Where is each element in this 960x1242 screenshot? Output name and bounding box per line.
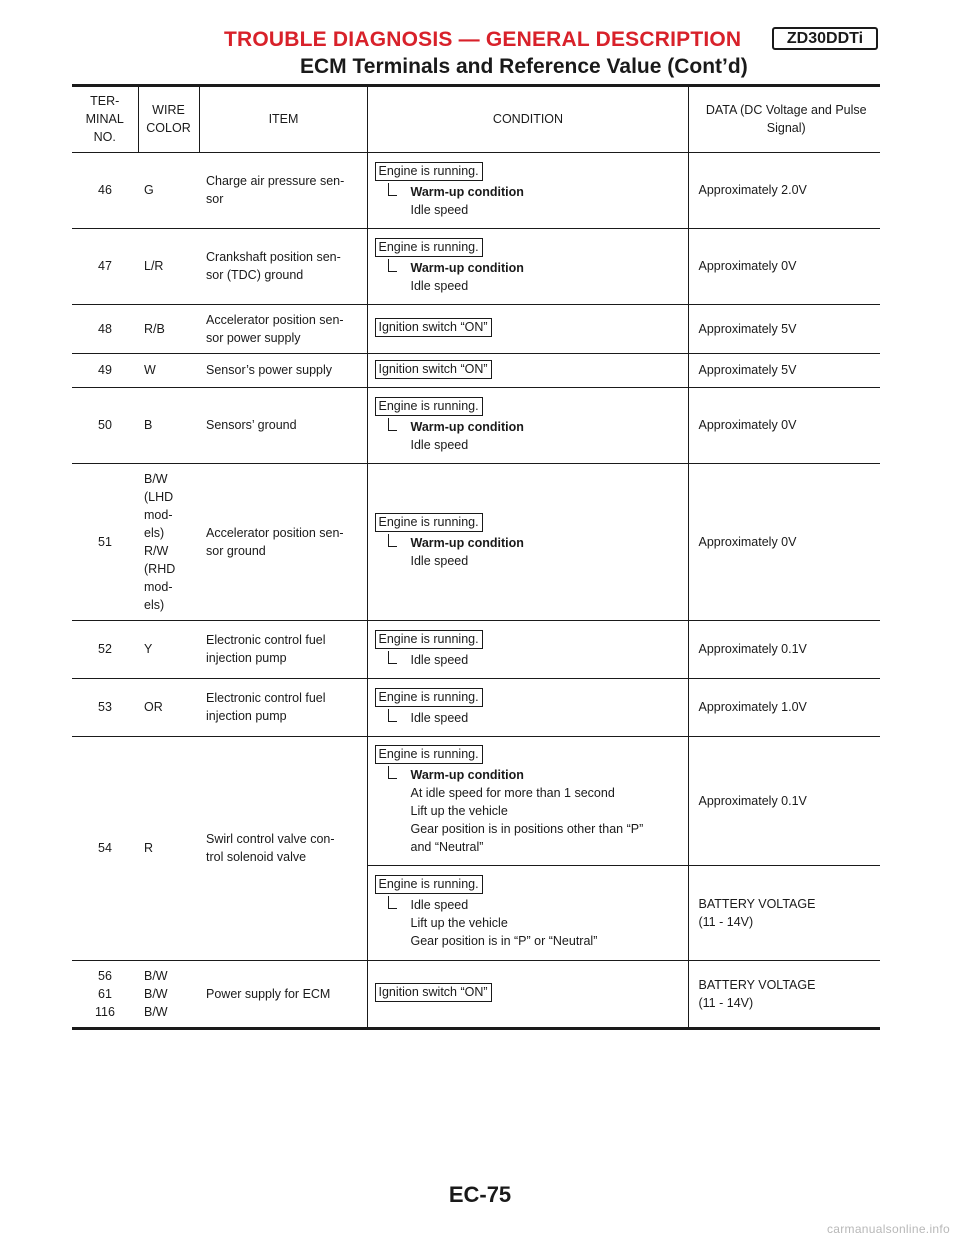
condition-cell [367,678,688,736]
item-desc: Accelerator position sen- sor power supply [199,304,367,353]
table-row [72,463,880,620]
terminal-no: 48 [72,304,138,353]
data-value: Approximately 2.0V [688,152,880,228]
condition-cell [367,620,688,678]
condition-detail [375,183,682,219]
section-title: TROUBLE DIAGNOSIS — GENERAL DESCRIPTION [224,28,742,51]
condition-detail [375,418,682,454]
table-row [72,228,880,304]
condition-box: Ignition switch “ON” [375,360,492,379]
page-subtitle: ECM Terminals and Reference Value (Cont’d) [300,55,748,78]
condition-bold: Warm-up condition [410,260,524,275]
table-row [72,353,880,387]
condition-bold: Warm-up condition [410,419,524,434]
condition-bold: Warm-up condition [410,536,524,550]
bracket-hook-icon [388,896,397,909]
condition-cell [367,228,688,304]
data-value: Approximately 0V [688,228,880,304]
wire-color: Y [138,620,199,678]
condition-detail [375,651,682,669]
condition-text: At idle speed for more than 1 second Lift up the vehicle Gear position is in positions other than “P” and “Neutral” [410,786,644,854]
data-value: Approximately 5V [688,353,880,387]
terminal-no: 51 [72,463,138,620]
condition-cell [367,304,688,353]
item-desc: Electronic control fuel injection pump [199,678,367,736]
watermark: carmanualsonline.info [826,1222,950,1236]
table-row [72,678,880,736]
condition-detail [375,896,682,950]
terminal-no: 54 [72,736,138,960]
terminal-no: 56 61 116 [72,960,138,1028]
item-desc: Swirl control valve con- trol solenoid valve [199,736,367,960]
wire-color: W [138,353,199,387]
terminal-no: 53 [72,678,138,736]
data-value: Approximately 0.1V [688,620,880,678]
header-data: DATA (DC Voltage and Pulse Signal) [688,87,880,152]
condition-detail [375,766,682,856]
data-value: BATTERY VOLTAGE (11 - 14V) [688,865,880,960]
condition-cell [367,353,688,387]
item-desc: Charge air pressure sen- sor [199,152,367,228]
condition-box: Engine is running. [375,513,483,532]
condition-box: Engine is running. [375,162,483,181]
terminal-no: 49 [72,353,138,387]
terminal-no: 50 [72,387,138,463]
bracket-hook-icon [388,259,397,272]
condition-bold: Warm-up condition [410,768,524,782]
page-number: EC-75 [448,1182,512,1207]
header-terminal-no: TER- MINAL NO. [72,87,138,152]
table-row [72,152,880,228]
terminal-no: 47 [72,228,138,304]
condition-detail [375,709,682,727]
condition-box: Engine is running. [375,630,483,649]
bracket-hook-icon [388,709,397,722]
header-condition: CONDITION [367,87,688,152]
condition-cell [367,736,688,865]
wire-color: B/W (LHD mod- els) R/W (RHD mod- els) [138,463,199,620]
condition-bold: Warm-up condition [410,184,524,199]
condition-text: Idle speed [410,278,469,293]
item-desc: Sensors’ ground [199,387,367,463]
bracket-hook-icon [388,183,397,196]
condition-text: Idle speed [410,554,469,568]
item-desc: Crankshaft position sen- sor (TDC) ground [199,228,367,304]
bracket-hook-icon [388,766,397,779]
terminal-no: 52 [72,620,138,678]
wire-color: R [138,736,199,960]
wire-color: B [138,387,199,463]
wire-color: OR [138,678,199,736]
condition-box: Engine is running. [375,875,483,894]
table-row [72,620,880,678]
table-row [72,736,880,865]
condition-cell [367,387,688,463]
condition-detail [375,259,682,295]
condition-text: Idle speed Lift up the vehicle Gear position is in “P” or “Neutral” [410,898,598,948]
condition-box: Engine is running. [375,397,483,416]
bracket-hook-icon [388,418,397,431]
header-item: ITEM [199,87,367,152]
bracket-hook-icon [388,534,397,547]
condition-text: Idle speed [410,437,469,452]
condition-cell [367,960,688,1028]
condition-box: Engine is running. [375,745,483,764]
item-desc: Accelerator position sen- sor ground [199,463,367,620]
data-value: Approximately 0V [688,387,880,463]
data-value: Approximately 5V [688,304,880,353]
bracket-hook-icon [388,651,397,664]
item-desc: Sensor’s power supply [199,353,367,387]
condition-box: Ignition switch “ON” [375,318,492,337]
table-row [72,387,880,463]
data-value: Approximately 0.1V [688,736,880,865]
condition-text: Idle speed [410,710,469,725]
item-desc: Electronic control fuel injection pump [199,620,367,678]
item-desc: Power supply for ECM [199,960,367,1028]
condition-detail [375,534,682,570]
table-header-row [72,87,880,152]
wire-color: R/B [138,304,199,353]
table-row [72,304,880,353]
table-row [72,960,880,1028]
data-value: BATTERY VOLTAGE (11 - 14V) [688,960,880,1028]
engine-code-badge: ZD30DDTi [772,27,878,50]
wire-color: B/W B/W B/W [138,960,199,1028]
wire-color: G [138,152,199,228]
condition-text: Idle speed [410,652,469,667]
data-value: Approximately 1.0V [688,678,880,736]
condition-text: Idle speed [410,202,469,217]
condition-cell [367,865,688,960]
data-value: Approximately 0V [688,463,880,620]
condition-box: Engine is running. [375,688,483,707]
wire-color: L/R [138,228,199,304]
condition-cell [367,463,688,620]
terminal-no: 46 [72,152,138,228]
condition-cell [367,152,688,228]
condition-box: Ignition switch “ON” [375,983,492,1002]
header-wire-color: WIRE COLOR [138,87,199,152]
ecm-terminal-table [72,87,880,1030]
condition-box: Engine is running. [375,238,483,257]
